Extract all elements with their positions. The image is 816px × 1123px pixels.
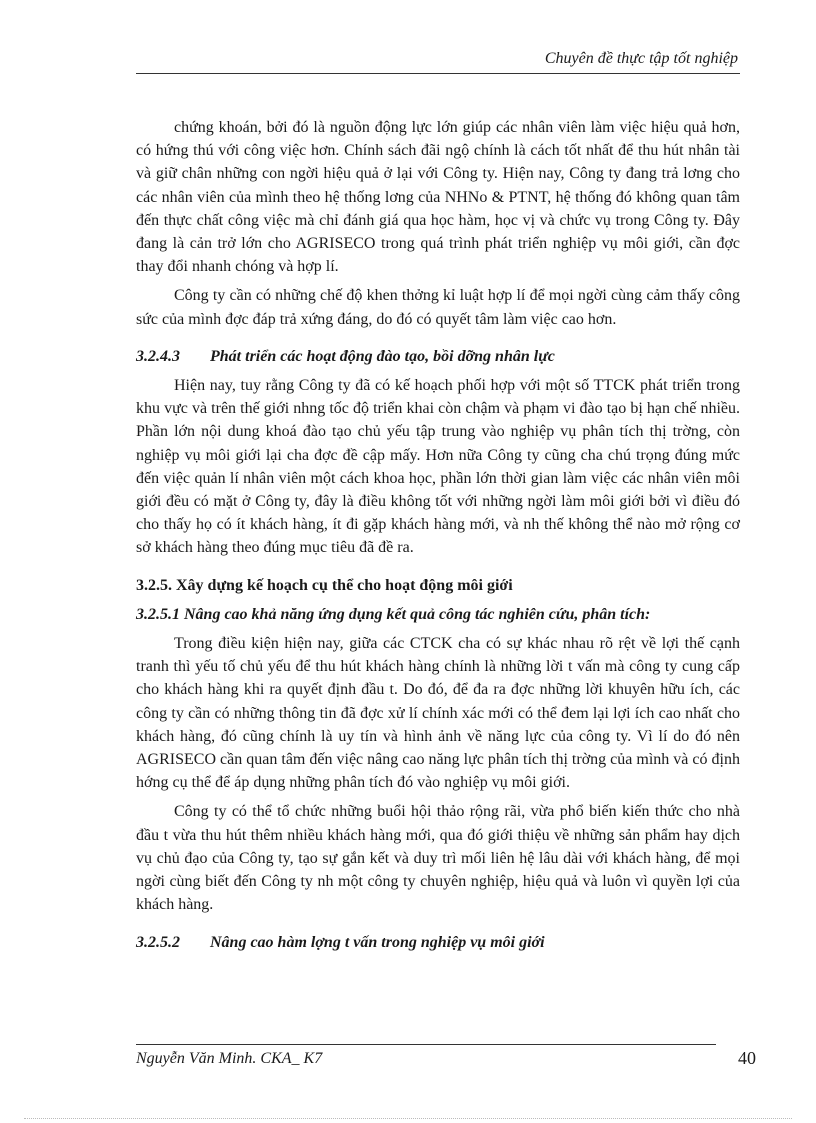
page-edge-dots — [24, 1118, 792, 1119]
section-title: Nâng cao hàm lợng t vấn trong nghiệp vụ môi giới — [210, 933, 545, 951]
section-heading-3-2-5-1 — [136, 603, 740, 626]
paragraph: Công ty cần có những chế độ khen thởng kỉ luật hợp lí để mọi ngời cùng cảm thấy công sức của mình đợc đáp trả xứng đáng, do đó có quyết tâm làm việc cao hơn. — [136, 287, 740, 328]
section-number: 3.2.4.3 — [136, 347, 180, 365]
paragraph: Hiện nay, tuy rằng Công ty đã có kế hoạch phối hợp với một số TTCK phát triển trong khu vực và trên thế giới nhng tốc độ triển khai còn chậm và phạm vi đào tạo bị hạn chế nhiều. Phần lớn nội dung khoá đào tạo chủ yếu tập trung vào nghiệp vụ phân tích thị trờng, còn nghiệp vụ môi giới lại cha đợc đề cập mấy. Hơn nữa Công ty cũng cha chú trọng đúng mức đến việc quản lí nhân viên một cách khoa học, phần lớn thời gian làm việc các nhân viên môi giới đều có mặt ở Công ty, đây là điều không tốt với những ngời làm môi giới bởi vì điều đó cho thấy họ có ít khách hàng, ít đi gặp khách hàng mới, và nh thế không thể nào mở rộng cơ sở khách hàng theo đúng mục tiêu đã đề ra. — [136, 377, 740, 557]
header-title: Chuyên đề thực tập tốt nghiệp — [544, 50, 738, 67]
section-title: 3.2.5.1 Nâng cao khả năng ứng dụng kết quả công tác nghiên cứu, phân tích: — [136, 605, 651, 623]
paragraph: Công ty có thể tổ chức những buổi hội thảo rộng rãi, vừa phổ biến kiến thức cho nhà đầu t vừa thu hút thêm nhiều khách hàng mới, qua đó giới thiệu về những sản phẩm hay dịch vụ chủ đạo của Công ty, tạo sự gắn kết và duy trì mối liên hệ lâu dài với khách hàng, để mọi ngời cùng biết đến Công ty nh một công ty chuyên nghiệp, hiệu quả và luôn vì quyền lợi của khách hàng. — [136, 803, 740, 914]
page-number: 40 — [738, 1048, 756, 1068]
section-title: Phát triển các hoạt động đào tạo, bồi dỡng nhân lực — [210, 347, 555, 365]
page-body — [136, 116, 740, 960]
section-heading-3-2-4-3 — [136, 345, 740, 368]
footer-author: Nguyễn Văn Minh. CKA_ K7 — [136, 1050, 323, 1067]
header-rule — [136, 73, 740, 74]
section-number: 3.2.5.2 — [136, 933, 180, 951]
paragraph: chứng khoán, bởi đó là nguồn động lực lớn giúp các nhân viên làm việc hiệu quả hơn, có hứng thú với công việc hơn. Chính sách đãi ngộ chính là cách tốt nhất để thu hút nhân tài và giữ chân những con ngời hiệu quả ở lại với Công ty. Hiện nay, Công ty đang trả lơng cho các nhân viên của mình theo hệ thống lơng của NHNo & PTNT, hệ thống đó không quan tâm đến thực chất công việc mà chỉ đánh giá qua học hàm, học vị và chức vụ trong Công ty. Đây đang là cản trở lớn cho AGRISECO trong quá trình phát triển nghiệp vụ môi giới, cần đợc thay đổi nhanh chóng và hợp lí. — [136, 119, 740, 276]
footer-rule — [136, 1044, 716, 1045]
section-heading-3-2-5-2 — [136, 931, 740, 954]
paragraph: Trong điều kiện hiện nay, giữa các CTCK cha có sự khác nhau rõ rệt về lợi thế cạnh tranh thì yếu tố chủ yếu để thu hút khách hàng chính là những lời t vấn mà công ty cung cấp cho khách hàng khi ra quyết định đầu t. Do đó, để đa ra đợc những lời khuyên hữu ích, các công ty cần có những thông tin đã đợc xử lí chính xác mới có thể đem lại lợi ích cao nhất cho khách hàng, đó cũng chính là uy tín và hình ảnh về năng lực của công ty. Vì lí do đó nên AGRISECO cần quan tâm đến việc nâng cao năng lực phân tích thị trờng của mình và có định hớng cụ thể để áp dụng những phân tích đó vào nghiệp vụ môi giới. — [136, 635, 740, 792]
section-heading-3-2-5: 3.2.5. Xây dựng kế hoạch cụ thể cho hoạt động môi giới — [136, 576, 513, 594]
